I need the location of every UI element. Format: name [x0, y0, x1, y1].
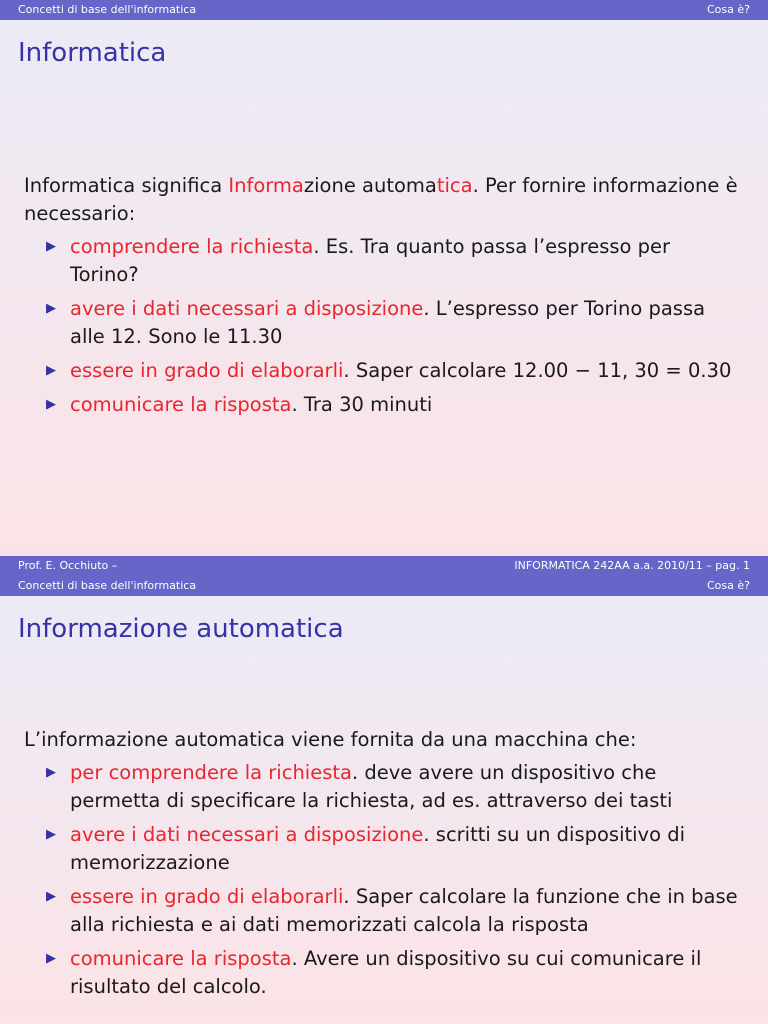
header-subsection: Cosa è?: [707, 3, 750, 16]
item-highlight: comunicare la risposta: [70, 393, 292, 416]
item-highlight: essere in grado di elaborarli: [70, 359, 344, 382]
header-section-title: Concetti di base dell'informatica: [18, 3, 197, 16]
footer-author: Prof. E. Occhiuto –: [18, 559, 118, 572]
list-item: [24, 357, 744, 385]
intro-paragraph: [24, 172, 744, 228]
list-item: [24, 295, 744, 351]
intro-text: zione automa: [303, 174, 437, 197]
intro-paragraph: L’informazione automatica viene fornita da una macchina che:: [24, 728, 637, 751]
item-text: . scritti su un dispositivo di memorizzazione: [70, 823, 686, 874]
item-text: . Es. Tra quanto passa l’espresso per Torino?: [70, 235, 671, 286]
frame-title: Informazione automatica: [18, 614, 344, 644]
header-section-title: Concetti di base dell'informatica: [18, 579, 197, 592]
triangle-bullet-icon: ▶: [46, 765, 56, 780]
list-item: [24, 945, 744, 1001]
footer-course-page: INFORMATICA 242AA a.a. 2010/11 – pag. 1: [514, 559, 750, 572]
item-highlight: comunicare la risposta: [70, 947, 292, 970]
list-item: [24, 391, 744, 419]
list-item: [24, 821, 744, 877]
slide-body: [24, 726, 744, 1007]
item-highlight: avere i dati necessari a disposizione: [70, 297, 424, 320]
triangle-bullet-icon: ▶: [46, 827, 56, 842]
slide-2: [0, 576, 768, 1024]
triangle-bullet-icon: ▶: [46, 951, 56, 966]
triangle-bullet-icon: ▶: [46, 239, 56, 254]
list-item: [24, 233, 744, 289]
item-text: . L’espresso per Torino passa alle 12. Sono le 11.30: [70, 297, 706, 348]
intro-highlight: Informa: [228, 174, 304, 197]
slide-header-bar: [0, 0, 768, 20]
item-highlight: comprendere la richiesta: [70, 235, 314, 258]
frame-title: Informatica: [18, 38, 167, 68]
triangle-bullet-icon: ▶: [46, 397, 56, 412]
slide-header-bar: [0, 576, 768, 596]
item-highlight: essere in grado di elaborarli: [70, 885, 344, 908]
intro-text: Informatica significa: [24, 174, 229, 197]
item-text: . Saper calcolare la funzione che in base alla richiesta e ai dati memorizzati calcola la risposta: [70, 885, 738, 936]
triangle-bullet-icon: ▶: [46, 889, 56, 904]
item-text: . Tra 30 minuti: [291, 393, 433, 416]
item-text: . Saper calcolare 12.00 − 11, 30 = 0.30: [343, 359, 732, 382]
header-subsection: Cosa è?: [707, 579, 750, 592]
intro-highlight: tica: [436, 174, 473, 197]
list-item: [24, 883, 744, 939]
slide-body: [24, 172, 744, 425]
triangle-bullet-icon: ▶: [46, 363, 56, 378]
bullet-list: [24, 759, 744, 1001]
list-item: [24, 759, 744, 815]
bullet-list: [24, 233, 744, 419]
item-text: . deve avere un dispositivo che permetta di specificare la richiesta, ad es. attraverso dei tasti: [70, 761, 673, 812]
intro-text: . Per fornire informazione è necessario:: [24, 174, 738, 225]
triangle-bullet-icon: ▶: [46, 301, 56, 316]
item-highlight: avere i dati necessari a disposizione: [70, 823, 424, 846]
item-text: . Avere un dispositivo su cui comunicare il risultato del calcolo.: [70, 947, 702, 998]
item-highlight: per comprendere la richiesta: [70, 761, 352, 784]
slide-footer-bar: [0, 556, 768, 576]
